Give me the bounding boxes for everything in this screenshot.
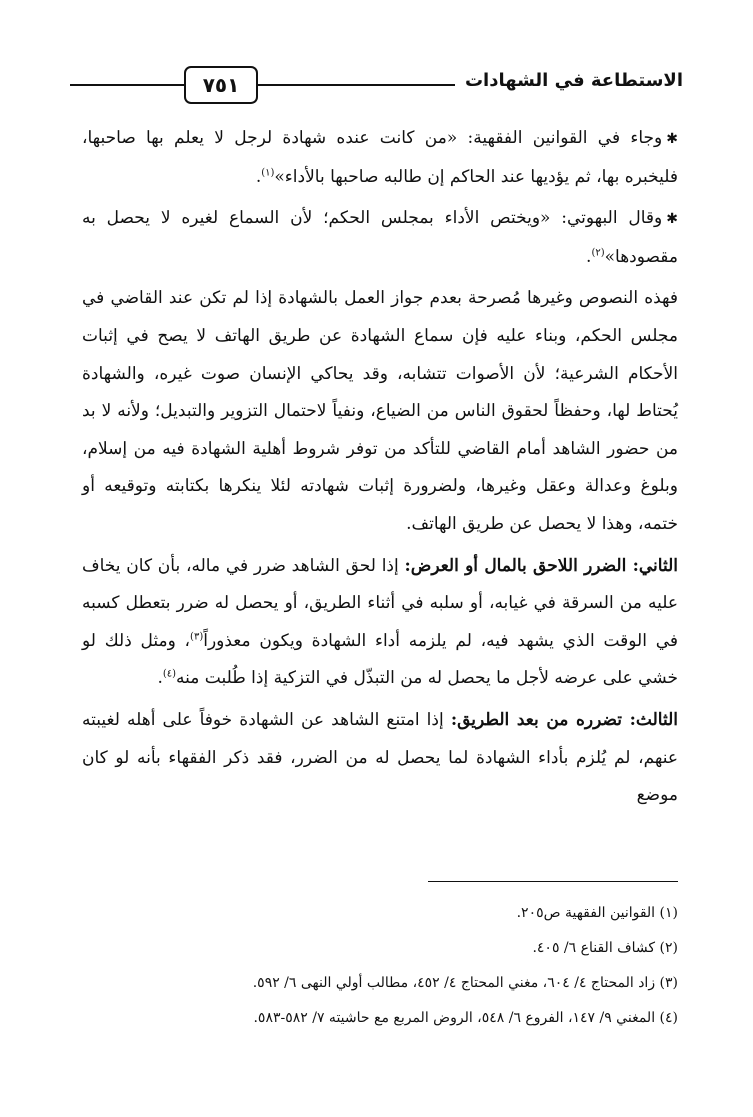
- running-title: الاستطاعة في الشهادات: [455, 70, 683, 91]
- footnote-ref: (١): [261, 166, 275, 178]
- footnote: (٢) كشاف القناع ٦/ ٤٠٥.: [532, 940, 678, 956]
- star-marker-icon: ✱: [666, 131, 678, 147]
- page-header: [70, 66, 683, 106]
- footnote-ref: (٣): [190, 631, 204, 643]
- paragraph-text: فهذه النصوص وغيرها مُصرحة بعدم جواز العمل بالشهادة إذا لم تكن عند القاضي في مجلس الحكم، وبناء عليه فإن سماع الشهادة عن طريق الهاتف لا يصح في إثبات الأحكام الشرعية؛ لأن الأصوات تتشابه، وقد يحاكي الإنسان صوت غيره، والشهادة يُحتاط لها، وحفظاً لحقوق الناس من الضياع، ونفياً لاحتمال التزوير والتبديل؛ ولأنه لا بد من حضور الشاهد أمام القاضي للتأكد من توفر شروط أهلية الشهادة فيه من إسلام، وبلوغ وعدالة وعقل وغيرها، ولضرورة إثبات شهادته لئلا ينكرها بكتابته وتوقيعه أو ختمه، وهذا لا يحصل عن طريق الهاتف.: [82, 288, 678, 534]
- paragraph: [82, 120, 678, 196]
- paragraph: [82, 200, 678, 276]
- paragraph: [82, 702, 678, 815]
- paragraph-text: وقال البهوتي: «ويختص الأداء بمجلس الحكم؛ لأن السماع لغيره لا يحصل به مقصودها»: [82, 208, 678, 267]
- footnote-ref: (٤): [162, 668, 177, 680]
- paragraph-text: ، ومثل ذلك لو خشي على عرضه لأجل ما يحصل له من التبذّل في التزكية إذا طُلبت منه: [82, 630, 678, 689]
- star-marker-icon: ✱: [666, 211, 678, 228]
- main-text: [82, 120, 678, 819]
- footnote: (٤) المغني ٩/ ١٤٧، الفروع ٦/ ٥٤٨، الروض المربع مع حاشيته ٧/ ٥٨٢-٥٨٣.: [253, 1010, 678, 1026]
- paragraph-tail: .: [255, 166, 262, 187]
- paragraph: [82, 548, 678, 698]
- paragraph-tail: .: [157, 668, 163, 689]
- footnote-separator: [428, 881, 678, 882]
- footnote: (١) القوانين الفقهية ص٢٠٥.: [516, 905, 678, 921]
- section-lead: الثاني: الضرر اللاحق بالمال أو العرض:: [404, 555, 678, 576]
- footnotes: [82, 896, 678, 1036]
- section-lead: الثالث: تضرره من بعد الطريق:: [450, 709, 678, 730]
- paragraph-text: إذا امتنع الشاهد عن الشهادة خوفاً على أهله لغيبته عنهم، لم يُلزم بأداء الشهادة لما يحصل له من الضرر، فقد ذكر الفقهاء بأنه لو كان موضع: [82, 709, 678, 806]
- paragraph-tail: .: [586, 246, 592, 267]
- footnote-ref: (٢): [591, 247, 605, 259]
- paragraph-text: إذا لحق الشاهد ضرر في ماله، بأن كان يخاف عليه من السرقة في غيابه، أو سلبه في أثناء الطريق، أو يحصل له ضرر بتعطل كسبه في الوقت الذي يشهد فيه، لم يلزمه أداء الشهادة ويكون معذوراً: [82, 555, 678, 651]
- paragraph-text: وجاء في القوانين الفقهية: «من كانت عنده شهادة لرجل لا يعلم بها صاحبها، فليخبره بها، ثم يؤديها عند الحاكم إن طالبه صاحبها بالأداء»: [82, 128, 678, 187]
- paragraph: [82, 280, 678, 543]
- footnote: (٣) زاد المحتاج ٤/ ٦٠٤، مغني المحتاج ٤/ ٤٥٢، مطالب أولي النهى ٦/ ٥٩٢.: [252, 975, 678, 991]
- page-number: ٧٥١: [184, 66, 258, 104]
